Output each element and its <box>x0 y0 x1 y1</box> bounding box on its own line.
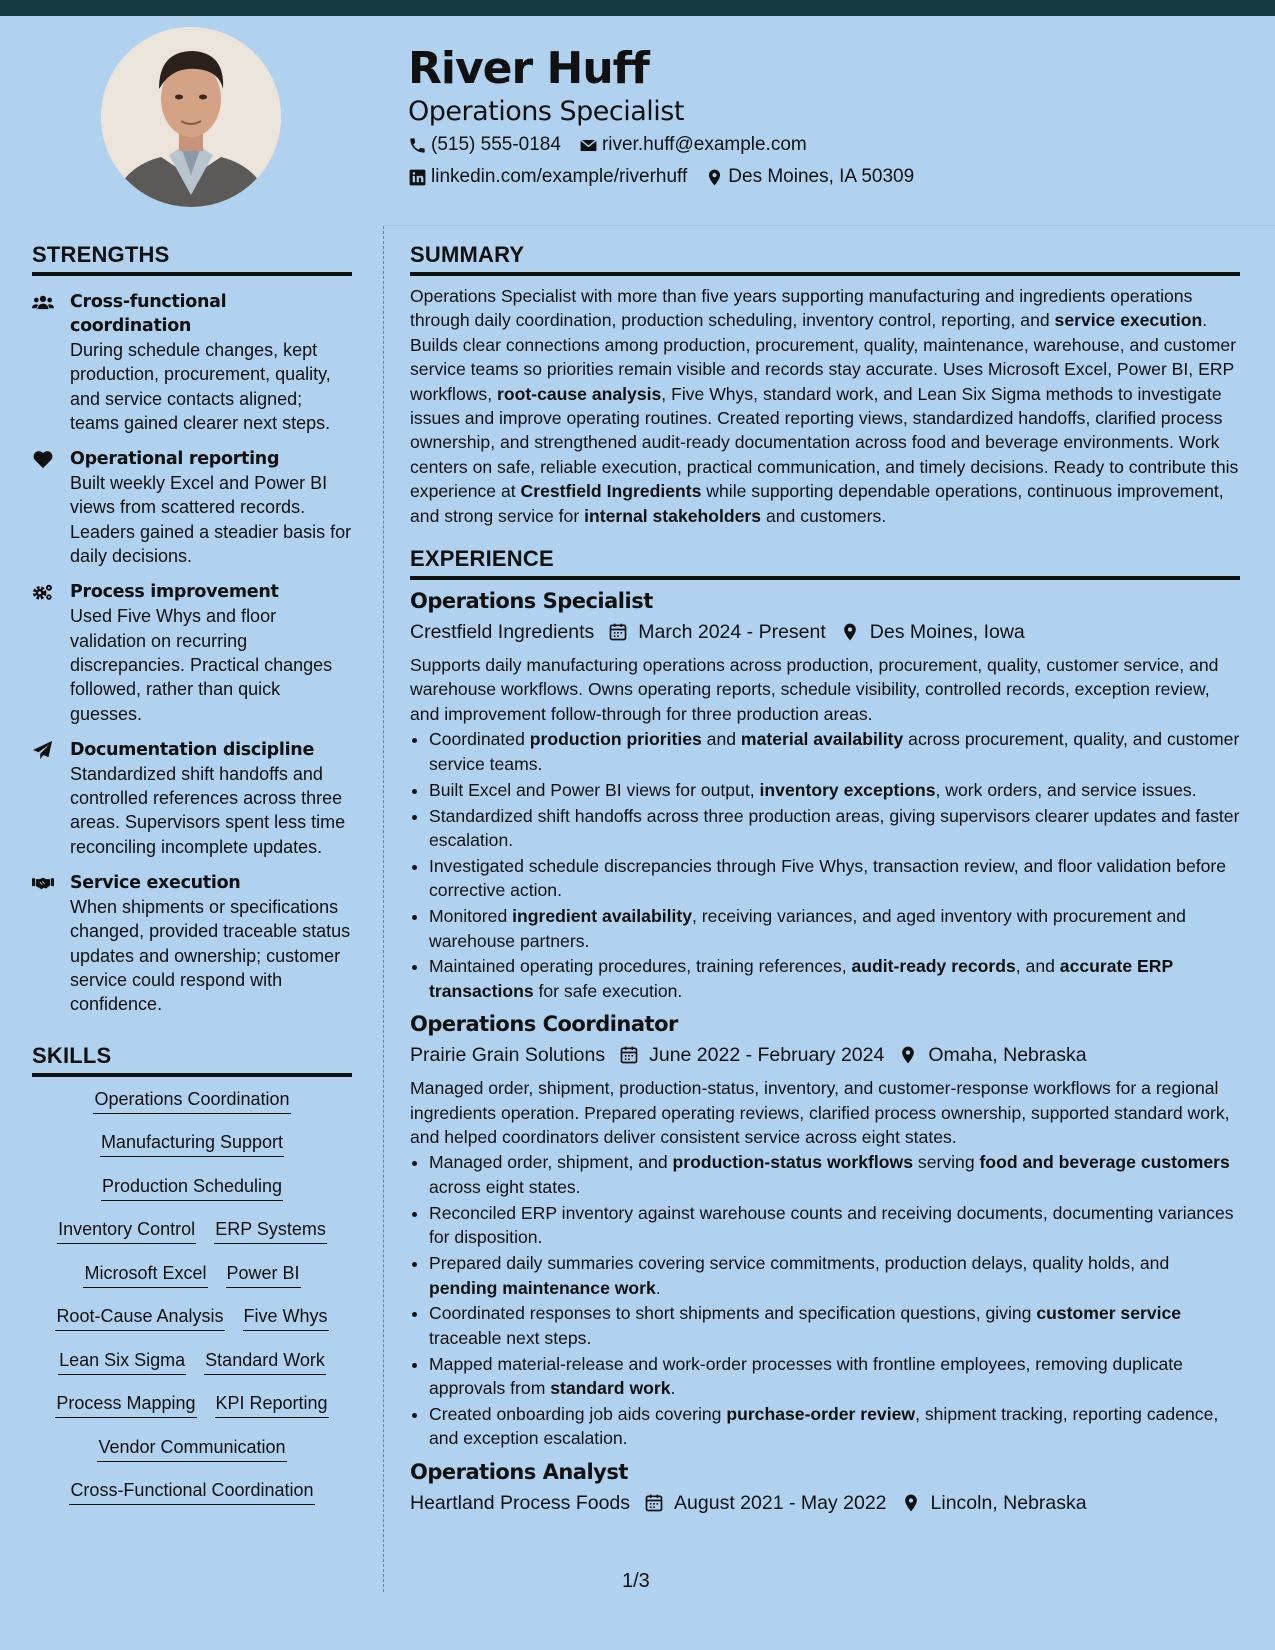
text-run: Reconciled ERP inventory against warehouse counts and receiving documents, documenting variances for disposition. <box>429 1202 1234 1248</box>
text-run: across procurement, quality, and customer service teams. <box>429 729 1240 774</box>
bold-text: production priorities <box>529 729 702 750</box>
linkedin-link[interactable]: linkedin.com/example/riverhuff <box>431 166 688 187</box>
text-run: Standardized shift handoffs across three production areas, giving supervisors clearer updates and faster escalation. <box>429 805 1240 850</box>
dates-text: June 2022 - February 2024 <box>649 1044 885 1067</box>
job-entry <box>410 586 1240 1003</box>
calendar-icon <box>608 622 628 642</box>
bullet-item <box>429 1150 1240 1199</box>
company-name: Crestfield Ingredients <box>410 621 595 644</box>
bold-text: production-status workflows <box>672 1152 914 1173</box>
strength-title: Documentation discipline <box>70 739 315 760</box>
text-run: and <box>701 729 741 750</box>
envelope-icon <box>579 136 598 155</box>
bold-text: pending maintenance work <box>429 1277 656 1298</box>
job-title: Operations Specialist <box>410 589 653 614</box>
bullet-item <box>429 1201 1240 1250</box>
experience-heading: EXPERIENCE <box>410 542 1240 580</box>
bullet-item <box>429 1402 1240 1451</box>
strength-desc: Used Five Whys and floor validation on recurring discrepancies. Practical changes followed, rather than quick guesses. <box>70 606 333 724</box>
email-link[interactable]: river.huff@example.com <box>601 134 807 155</box>
handshake-icon <box>32 873 54 893</box>
heart-icon <box>32 449 54 469</box>
calendar-icon <box>619 1045 639 1065</box>
strength-item <box>32 290 352 435</box>
summary-text <box>410 284 1240 528</box>
location-contact <box>705 166 914 188</box>
paper-plane-icon <box>32 740 54 760</box>
job-title: Operations Coordinator <box>410 1012 678 1037</box>
bullet-item <box>429 854 1240 903</box>
text-run: Investigated schedule discrepancies through Five Whys, transaction review, and floor validation before corrective action. <box>429 855 1227 901</box>
calendar-icon <box>644 1493 664 1513</box>
text-run: Managed order, shipment, and <box>429 1152 673 1173</box>
job-location <box>901 1488 1087 1518</box>
strength-item <box>32 580 352 725</box>
skill-tag: Five Whys <box>243 1304 329 1331</box>
strength-title: Process improvement <box>70 582 279 603</box>
text-run: Coordinated responses to short shipments and specification questions, giving <box>429 1303 1037 1324</box>
text-run: . <box>670 1378 676 1399</box>
bold-text: audit-ready records <box>851 956 1016 977</box>
map-pin-icon <box>840 622 860 642</box>
contact-row <box>408 166 932 188</box>
job-meta <box>410 1488 1240 1518</box>
bold-text: internal stakeholders <box>584 505 762 526</box>
job-description: Supports daily manufacturing operations across production, procurement, quality, customer service, and warehouse workflows. Owns operating reports, schedule visibility, controlled records, exception review, and improvement follow-through for three production areas. <box>410 655 1219 724</box>
bold-text: Crestfield Ingredients <box>520 481 702 502</box>
skill-tag: Process Mapping <box>55 1391 196 1418</box>
job-entry <box>410 1009 1240 1451</box>
job-entry <box>410 1457 1240 1518</box>
bold-text: service execution <box>1054 310 1203 331</box>
skills-list <box>32 1087 352 1506</box>
text-run: Created onboarding job aids covering <box>429 1404 727 1425</box>
text-run: traceable next steps. <box>429 1327 592 1348</box>
text-run: Built Excel and Power BI views for output, <box>429 779 760 800</box>
company-name: Prairie Grain Solutions <box>410 1044 606 1067</box>
linkedin-contact[interactable] <box>408 166 687 188</box>
bullet-item <box>429 778 1240 802</box>
job-dates <box>608 617 826 647</box>
strength-desc: Standardized shift handoffs and controlled references across three areas. Supervisors spent less time reconciling incomplete updates. <box>70 763 346 857</box>
job-location <box>840 617 1025 647</box>
text-run: while supporting dependable operations, continuous improvement, and strong service for <box>410 481 1224 526</box>
bullet-item <box>429 904 1240 953</box>
dates-text: August 2021 - May 2022 <box>674 1491 887 1514</box>
strength-title: Operational reporting <box>70 449 280 470</box>
skill-tag: Cross-Functional Coordination <box>69 1478 314 1505</box>
text-run: , receiving variances, and aged inventory with procurement and warehouse partners. <box>429 906 1186 951</box>
bullet-item <box>429 727 1240 776</box>
map-pin-icon <box>705 168 724 187</box>
phone-contact <box>408 134 561 156</box>
job-location <box>898 1040 1086 1070</box>
job-bullets <box>410 727 1240 1003</box>
location-text: Des Moines, IA 50309 <box>728 166 915 187</box>
job-meta <box>410 617 1240 647</box>
candidate-title: Operations Specialist <box>408 96 684 127</box>
strengths-heading: STRENGTHS <box>32 238 352 276</box>
strength-desc: Built weekly Excel and Power BI views from scattered records. Leaders gained a steadier basis for daily decisions. <box>70 473 352 567</box>
bold-text: food and beverage customers <box>979 1152 1230 1173</box>
page-number: 1/3 <box>622 1570 650 1592</box>
bullet-item <box>429 804 1240 853</box>
company-name: Heartland Process Foods <box>410 1491 631 1514</box>
bold-text: purchase-order review <box>726 1404 916 1425</box>
skill-tag: Manufacturing Support <box>100 1130 284 1157</box>
text-run: for safe execution. <box>533 980 683 1001</box>
location-text: Omaha, Nebraska <box>928 1044 1087 1067</box>
summary-heading: SUMMARY <box>410 238 1240 276</box>
text-run: Prepared daily summaries covering service commitments, production delays, quality holds, and <box>429 1253 1170 1274</box>
skill-tag: KPI Reporting <box>215 1391 329 1418</box>
bullet-item <box>429 1352 1240 1401</box>
text-run: and customers. <box>761 505 887 526</box>
bold-text: accurate ERP transactions <box>429 956 1173 1001</box>
text-run: , work orders, and service issues. <box>935 779 1197 800</box>
dates-text: March 2024 - Present <box>638 621 826 644</box>
skill-tag: Root-Cause Analysis <box>55 1304 224 1331</box>
bold-text: material availability <box>740 729 904 750</box>
skill-tag: Production Scheduling <box>101 1174 283 1201</box>
bold-text: standard work <box>550 1378 671 1399</box>
strength-title: Service execution <box>70 873 241 894</box>
skill-tag: Inventory Control <box>57 1217 196 1244</box>
text-run: , and <box>1015 956 1060 977</box>
skill-tag: Power BI <box>226 1261 301 1288</box>
text-run: Maintained operating procedures, training references, <box>429 956 852 977</box>
bullet-item <box>429 1301 1240 1350</box>
job-title: Operations Analyst <box>410 1459 628 1484</box>
column-divider <box>383 226 384 1592</box>
text-run: Mapped material-release and work-order processes with frontline employees, removing duplicate approvals from <box>429 1353 1183 1399</box>
text-run: across eight states. <box>429 1176 581 1197</box>
text-run: Coordinated <box>429 729 530 750</box>
location-text: Lincoln, Nebraska <box>930 1491 1087 1514</box>
strength-title: Cross-functional coordination <box>70 292 227 336</box>
map-pin-icon <box>901 1493 921 1513</box>
phone-text: (515) 555-0184 <box>431 134 561 155</box>
text-run: Operations Specialist with more than five years supporting manufacturing and ingredients operations through daily coordination, production scheduling, inventory control, reporting, and <box>410 286 1193 331</box>
bullet-item <box>429 1251 1240 1300</box>
profile-photo <box>101 27 281 207</box>
right-column <box>410 238 1240 1518</box>
left-column <box>32 238 352 1522</box>
users-icon <box>32 292 54 312</box>
strength-desc: When shipments or specifications changed, provided traceable status updates and ownership; customer service could respond with confidence. <box>70 897 351 1015</box>
skill-tag: ERP Systems <box>214 1217 327 1244</box>
strength-desc: During schedule changes, kept production, procurement, quality, and service contacts aligned; teams gained clearer next steps. <box>70 340 331 433</box>
email-contact[interactable] <box>579 134 807 156</box>
skills-heading: SKILLS <box>32 1039 352 1077</box>
job-list <box>410 586 1240 1518</box>
linkedin-icon <box>408 168 427 187</box>
text-run: . <box>655 1277 661 1298</box>
map-pin-icon <box>898 1045 918 1065</box>
skill-tag: Lean Six Sigma <box>58 1348 186 1375</box>
top-accent-bar <box>0 0 1275 16</box>
strength-item <box>32 738 352 859</box>
skill-tag: Vendor Communication <box>97 1435 286 1462</box>
job-description: Managed order, shipment, production-status, inventory, and customer-response workflows for a regional ingredients operation. Prepared operating reviews, clarified process ownership, supported standard work, and helped coordinators deliver consistent service across eight states. <box>410 1078 1230 1148</box>
text-run: serving <box>913 1152 980 1173</box>
skill-tag: Microsoft Excel <box>83 1261 207 1288</box>
text-run: , shipment tracking, reporting cadence, and exception escalation. <box>429 1404 1219 1449</box>
bullet-item <box>429 954 1240 1003</box>
bold-text: ingredient availability <box>512 906 693 927</box>
candidate-name: River Huff <box>408 43 649 94</box>
job-bullets <box>410 1150 1240 1450</box>
text-run: Monitored <box>429 906 513 927</box>
bold-text: root-cause analysis <box>497 383 662 404</box>
skill-tag: Standard Work <box>204 1348 326 1375</box>
job-meta <box>410 1040 1240 1070</box>
skill-tag: Operations Coordination <box>93 1087 290 1114</box>
bold-text: inventory exceptions <box>759 779 936 800</box>
bold-text: customer service <box>1036 1303 1182 1324</box>
text-run: . Builds clear connections among production, procurement, quality, maintenance, warehouse, and customer service teams so priorities remain visible and records stay accurate. Uses Microsoft Excel, Power BI, ERP workflows, <box>410 310 1237 404</box>
contact-row <box>408 134 825 156</box>
strength-item <box>32 447 352 568</box>
phone-icon <box>408 136 427 155</box>
text-run: , Five Whys, standard work, and Lean Six Sigma methods to investigate issues and improve operating routines. Created reporting views, standardized handoffs, clarified process ownership, and strengthened audit-ready documentation across food and beverage environments. Work centers on safe, reliable execution, practical communication, and timely decisions. Ready to contribute this experience at <box>410 383 1239 502</box>
job-dates <box>619 1040 884 1070</box>
header-divider <box>383 225 1275 226</box>
job-dates <box>644 1488 886 1518</box>
location-text: Des Moines, Iowa <box>869 621 1025 644</box>
gears-icon <box>32 582 54 602</box>
strength-item <box>32 871 352 1016</box>
